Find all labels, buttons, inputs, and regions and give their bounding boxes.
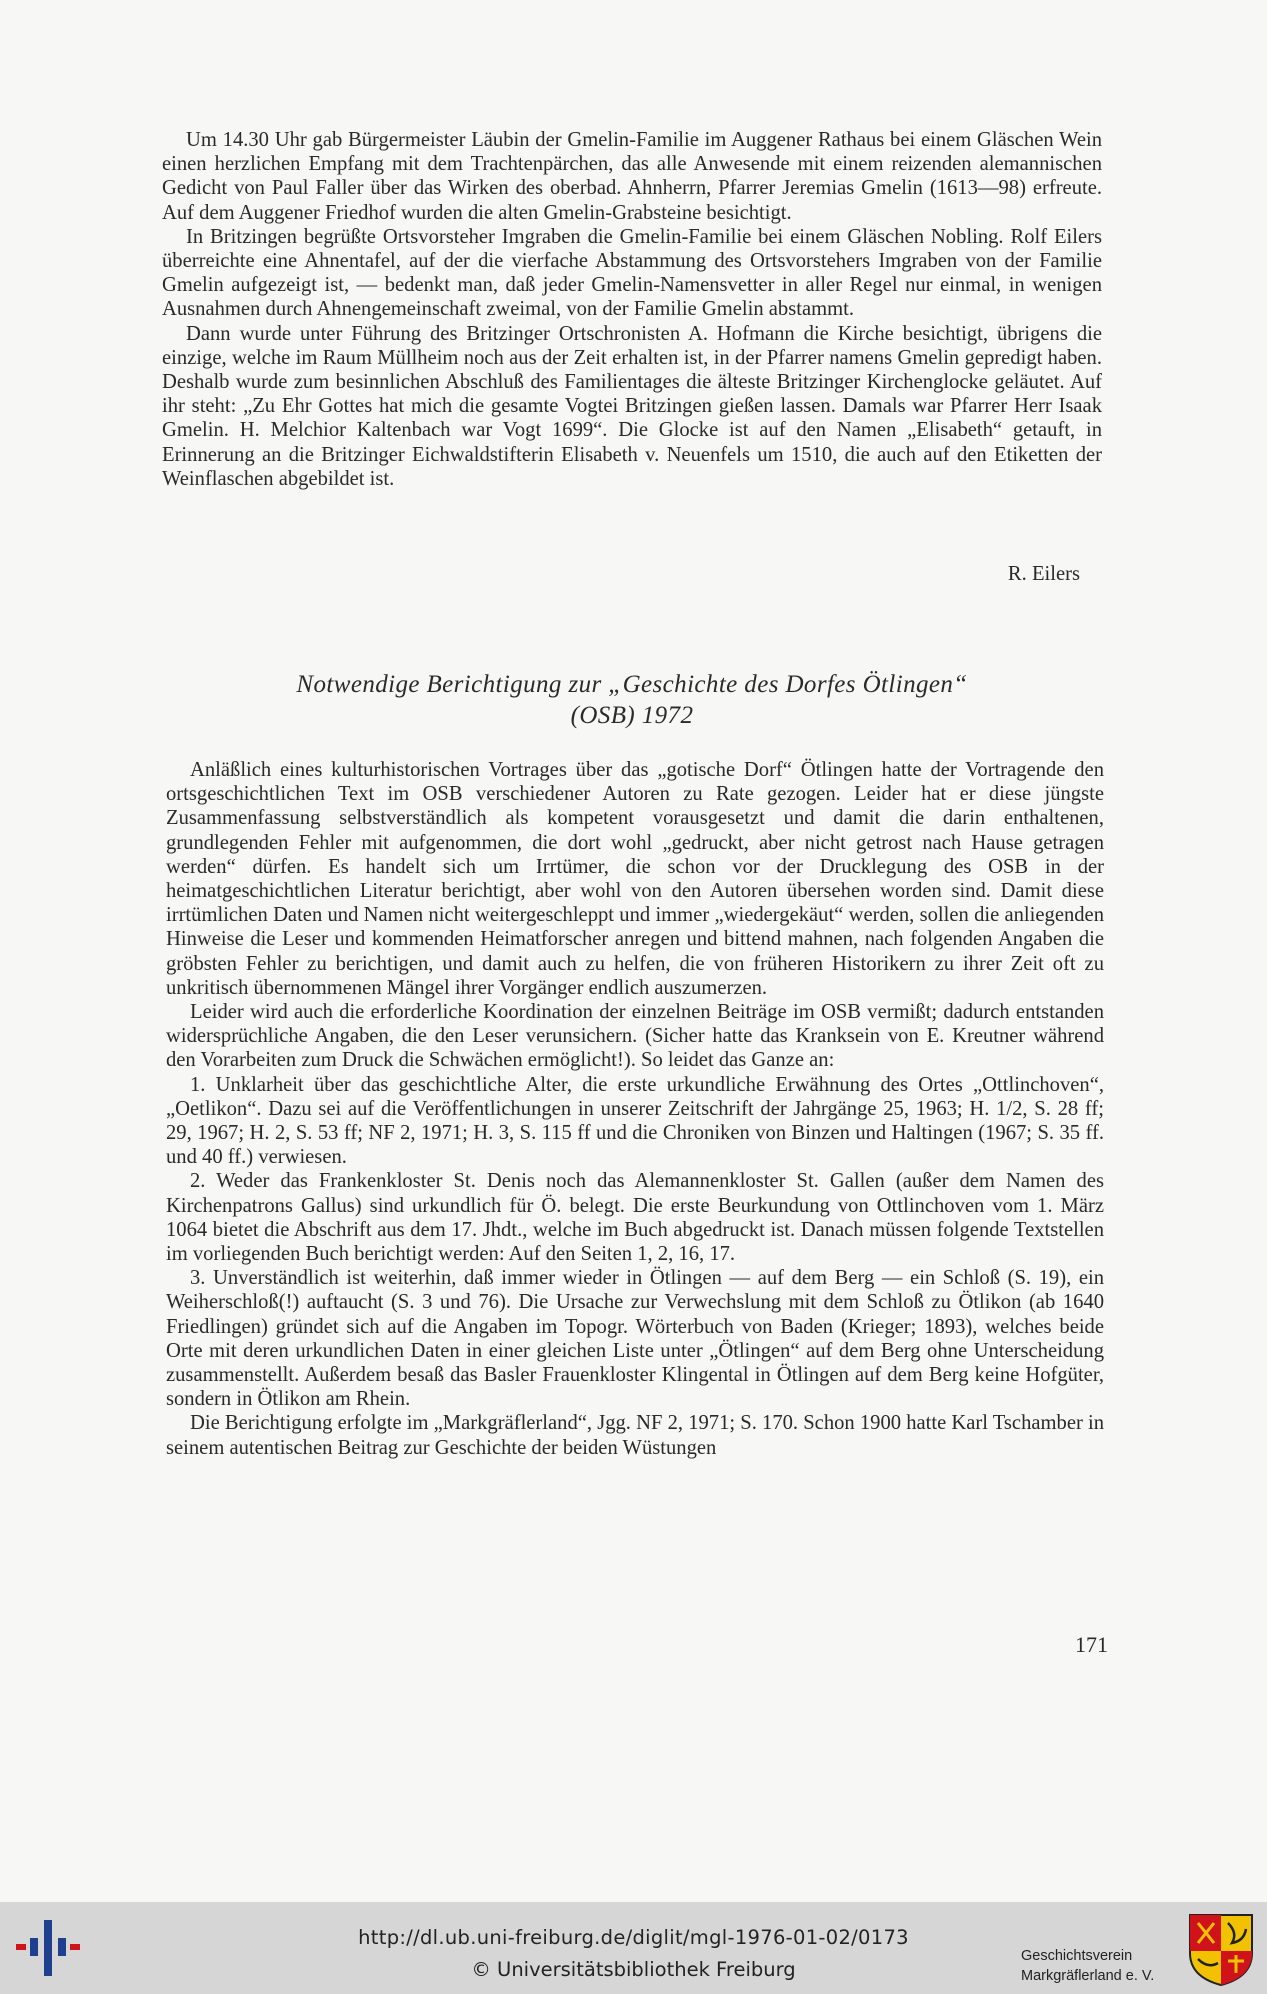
article-2-paragraph: Leider wird auch die erforderliche Koordination der einzelnen Beiträge im OSB vermißt; dadurch entstanden widersprüchliche Angaben, die den Leser verunsichern. (Sicher hatte das Kranksein von E. Kreutner während den Vorarbeiten zum Druck die Schwächen ermöglicht!). So leidet das Ganze an: [166,1001,1104,1072]
article-2-list-item-1: 1. Unklarheit über das geschichtliche Alter, die erste urkundliche Erwähnung des Ortes „Ottlinchoven“, „Oetlikon“. Dazu sei auf die Veröffentlichungen in unserer Zeitschrift der Jahrgänge 25, 1963; H. 1/2, S. 28 ff; 29, 1967; H. 2, S. 53 ff; NF 2, 1971; H. 3, S. 115 ff und die Chroniken von Binzen und Haltingen (1967; S. 35 ff. und 40 ff.) verwiesen. [166,1073,1104,1169]
copyright-notice: © Universitätsbibliothek Freiburg [471,1958,796,1981]
article-2-list-item-2: 2. Weder das Frankenkloster St. Denis noch das Alemannenkloster St. Gallen (außer dem Namen des Kirchenpatrons Gallus) sind urkundlich für Ö. belegt. Die erste Beurkundung von Ottlinchoven vom 1. März 1064 bietet die Abschrift aus dem 17. Jhdt., welche im Buch abgedruckt ist. Danach müssen folgende Textstellen im vorliegenden Buch berichtigt werden: Auf den Seiten 1, 2, 16, 17. [166,1170,1104,1266]
article-2-paragraph: Anläßlich eines kulturhistorischen Vortrages über das „gotische Dorf“ Ötlingen hatte der Vortragende den ortsgeschichtlichen Text im OSB verschiedener Autoren zu Rate gezogen. Leider hat er diese jüngste Zusammenfassung selbstverständlich als kompetent vorausgesetzt und damit die darin enthaltenen, grundlegenden Fehler mit aufgenommen, die dort wohl „gedruckt, aber nicht getrost nach Hause getragen werden“ dürfen. Es handelt sich um Irrtümer, die schon vor der Drucklegung des OSB in der heimatgeschichtlichen Literatur berichtigt, aber wohl von den Autoren übersehen worden sind. Damit diese irrtümlichen Daten und Namen nicht weitergeschleppt und immer „wiedergekäut“ werden, sollen die anliegenden Hinweise die Leser und kommenden Heimatforscher anregen und bittend mahnen, nach folgenden Angaben die gröbsten Fehler zu berichtigen, und damit auch zu helfen, die von früheren Historikern zu ihrer Zeit oft zu unkritisch übernommenen Mängel ihrer Vorgänger endlich auszumerzen. [166,759,1104,999]
article-2-body [166,758,1104,1460]
article-2-paragraph: Die Berichtigung erfolgte im „Markgräflerland“, Jgg. NF 2, 1971; S. 170. Schon 1900 hatte Karl Tschamber in seinem autentischen Beitrag zur Geschichte der beiden Wüstungen [166,1412,1104,1459]
article-1-paragraph: Dann wurde unter Führung des Britzinger Ortschronisten A. Hofmann die Kirche besichtigt, übrigens die einzige, welche im Raum Müllheim noch aus der Zeit erhalten ist, in der Pfarrer namens Gmelin gepredigt haben. Deshalb wurde zum besinnlichen Abschluß des Familientages die älteste Britzinger Kirchenglocke geläutet. Auf ihr steht: „Zu Ehr Gottes hat mich die gesamte Vogtei Britzingen gießen lassen. Damals war Pfarrer Herr Isaak Gmelin. H. Melchior Kaltenbach war Vogt 1699“. Die Glocke ist auf den Namen „Elisabeth“ getauft, in Erinnerung an die Britzinger Eichwaldstifterin Elisabeth v. Neuenfels um 1510, die auch auf den Etiketten der Weinflaschen abgebildet ist. [162,322,1102,490]
article-1-body [162,128,1102,491]
society-name-line-1: Geschichtsverein [1021,1948,1133,1964]
article-2-list-item-3: 3. Unverständlich ist weiterhin, daß immer wieder in Ötlingen — auf dem Berg — ein Schloß (S. 19), ein Weiherschloß(!) auftaucht (S. 3 und 76). Die Ursache zur Verwechslung mit dem Schloß zu Ötlikon (ab 1640 Friedlingen) gründet sich auf die Angaben im Topogr. Wörterbuch von Baden (Krieger; 1893), welches beide Orte mit deren urkundlichen Daten in einer gleichen Liste unter „Ötlingen“ auf dem Berg ohne Unterscheidung zusammenstellt. Außerdem besaß das Basler Frauenkloster Klingental in Ötlingen auf dem Berg keine Hofgüter, sondern in Ötlikon am Rhein. [166,1267,1104,1411]
society-name [1021,1946,1154,1986]
article-2-title-line-1: Notwendige Berichtigung zur „Geschichte des Dorfes Ötlingen“ [296,671,968,698]
article-1-paragraph: Um 14.30 Uhr gab Bürgermeister Läubin der Gmelin-Familie im Auggener Rathaus bei einem Gläschen Wein einen herzlichen Empfang mit dem Trachtenpärchen, das alle Anwesende mit einem reizenden alemannischen Gedicht von Paul Faller über das Wirken des oberbad. Ahnherrn, Pfarrer Jeremias Gmelin (1613—98) erfreute. Auf dem Auggener Friedhof wurden die alten Gmelin-Grabsteine besichtigt. [162,129,1102,224]
society-name-line-2: Markgräflerland e. V. [1021,1968,1155,1984]
coat-of-arms-icon[interactable] [1188,1913,1254,1987]
article-2-title-line-2: (OSB) 1972 [570,702,694,729]
permalink-url[interactable]: http://dl.ub.uni-freiburg.de/diglit/mgl-1976-01-02/0173 [358,1926,909,1949]
footer-bar [0,1902,1267,1994]
article-1-signature: R. Eilers [1007,563,1080,585]
article-2-title [162,669,1102,731]
page-number: 171 [1075,1632,1108,1657]
article-1-paragraph: In Britzingen begrüßte Ortsvorsteher Imgraben die Gmelin-Familie bei einem Gläschen Nobling. Rolf Eilers überreichte eine Ahnentafel, auf der die vierfache Abstammung des Ortsvorstehers Imgraben von der Familie Gmelin aufgezeigt ist, — bedenkt man, daß jeder Gmelin-Namensvetter in aller Regel nur einmal, in wenigen Ausnahmen durch Ahnengemeinschaft zweimal, von der Familie Gmelin abstammt. [162,225,1102,321]
